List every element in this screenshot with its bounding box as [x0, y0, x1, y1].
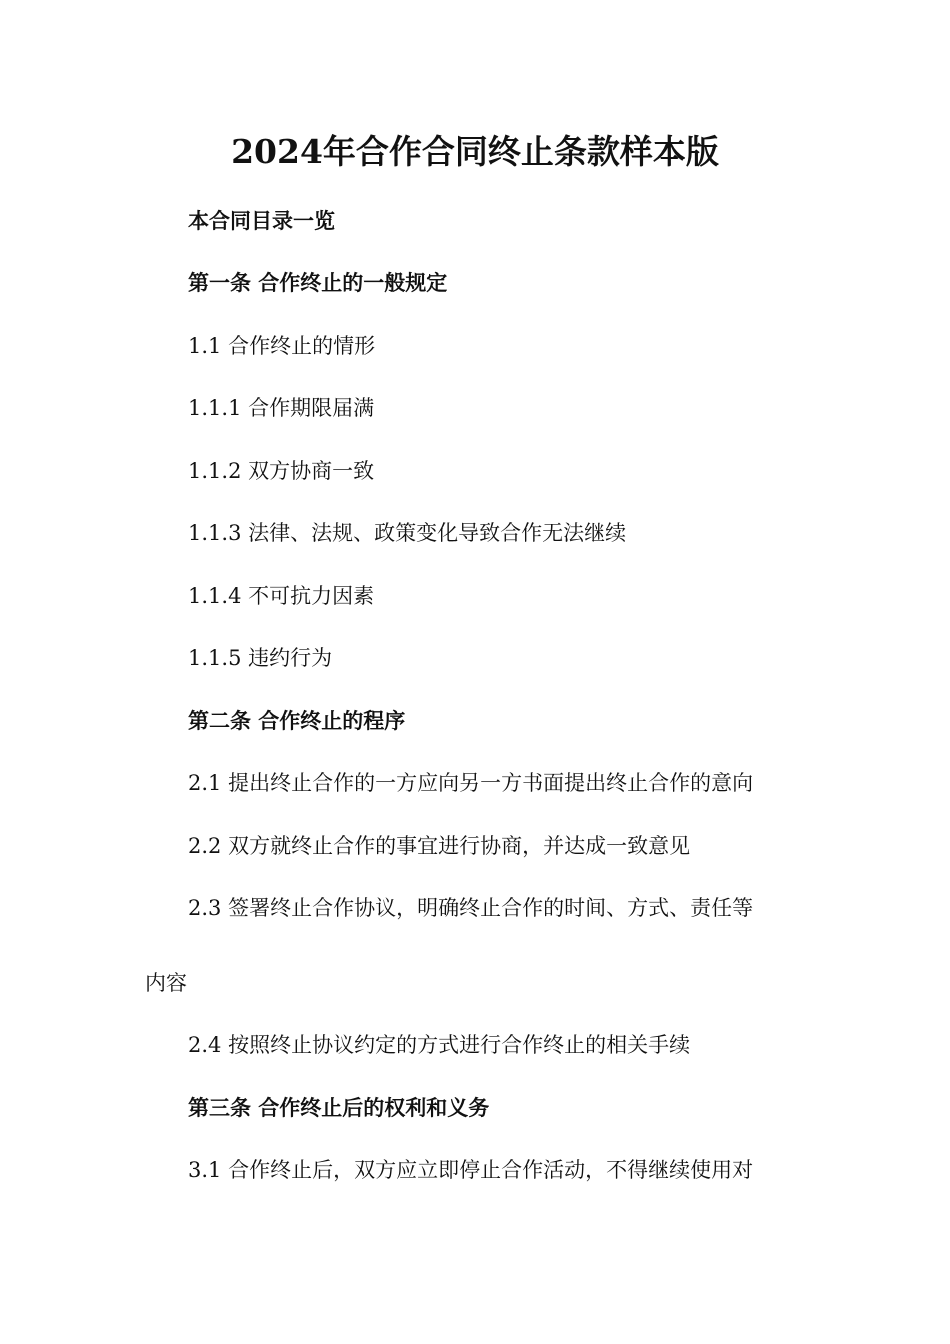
article-2-heading: 第二条 合作终止的程序 [188, 709, 406, 733]
section-2-4: 2.4 按照终止协议约定的方式进行合作终止的相关手续 [188, 1033, 691, 1057]
section-1-1: 1.1 合作终止的情形 [188, 334, 376, 358]
section-2-3-continued: 内容 [145, 971, 187, 995]
section-1-1-4: 1.1.4 不可抗力因素 [188, 584, 375, 608]
article-3-heading: 第三条 合作终止后的权利和义务 [188, 1096, 490, 1120]
section-2-2: 2.2 双方就终止合作的事宜进行协商，并达成一致意见 [188, 834, 691, 858]
article-1-heading: 第一条 合作终止的一般规定 [188, 271, 448, 295]
section-1-1-5: 1.1.5 违约行为 [188, 646, 333, 670]
section-1-1-3: 1.1.3 法律、法规、政策变化导致合作无法继续 [188, 521, 627, 545]
section-1-1-2: 1.1.2 双方协商一致 [188, 459, 375, 483]
document-title: 2024年合作合同终止条款样本版 [231, 132, 719, 171]
section-2-3: 2.3 签署终止合作协议，明确终止合作的时间、方式、责任等 [188, 896, 754, 920]
section-1-1-1: 1.1.1 合作期限届满 [188, 396, 375, 420]
toc-heading: 本合同目录一览 [188, 209, 335, 233]
section-3-1: 3.1 合作终止后，双方应立即停止合作活动，不得继续使用对 [188, 1158, 754, 1182]
section-2-1: 2.1 提出终止合作的一方应向另一方书面提出终止合作的意向 [188, 771, 754, 795]
